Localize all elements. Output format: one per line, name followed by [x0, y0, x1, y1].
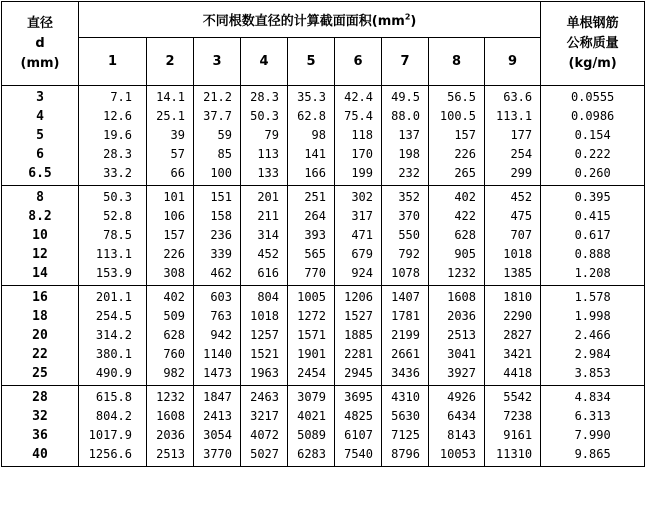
area-value: 615.8 — [95, 390, 132, 404]
area-value: 628 — [163, 328, 185, 342]
mass-cell — [541, 286, 645, 386]
area-value: 8796 — [391, 447, 420, 461]
diameter-value: 6 — [36, 147, 44, 162]
area-value: 1385 — [503, 266, 533, 280]
mass-header-line-2: 公称质量 — [566, 35, 619, 51]
area-value: 1847 — [203, 390, 232, 404]
area-column-cell — [288, 186, 335, 286]
area-value: 3436 — [391, 366, 420, 380]
area-value: 79 — [264, 128, 279, 142]
area-value: 11310 — [496, 447, 533, 461]
area-value: 9161 — [503, 428, 533, 442]
area-value: 35.3 — [297, 90, 326, 104]
area-value: 251 — [304, 190, 326, 204]
mass-cell — [541, 186, 645, 286]
area-value: 170 — [351, 147, 373, 161]
area-value: 616 — [257, 266, 279, 280]
area-value: 4418 — [503, 366, 533, 380]
area-value: 1608 — [156, 409, 185, 423]
area-value: 6283 — [297, 447, 326, 461]
area-column-cell — [288, 386, 335, 467]
area-column-cell — [335, 286, 382, 386]
area-value: 2281 — [344, 347, 373, 361]
area-value: 393 — [304, 228, 326, 242]
area-value: 763 — [210, 309, 232, 323]
area-column-cell — [429, 286, 485, 386]
area-value: 2661 — [391, 347, 420, 361]
area-value: 101 — [163, 190, 185, 204]
area-value: 199 — [351, 166, 373, 180]
area-value: 14.1 — [156, 90, 185, 104]
area-column-cell — [194, 386, 241, 467]
area-value: 5542 — [503, 390, 533, 404]
area-value: 56.5 — [447, 90, 476, 104]
area-value: 1232 — [156, 390, 185, 404]
mass-value: 1.998 — [574, 309, 611, 323]
area-value: 302 — [351, 190, 373, 204]
table-body — [2, 86, 645, 467]
diameter-group-row — [2, 286, 645, 386]
area-value: 509 — [163, 309, 185, 323]
area-value: 4926 — [447, 390, 476, 404]
mass-value: 0.154 — [574, 128, 611, 142]
area-value: 1272 — [297, 309, 326, 323]
area-value: 2199 — [391, 328, 420, 342]
mass-value: 3.853 — [574, 366, 611, 380]
area-value: 452 — [257, 247, 279, 261]
bar-count-header: 9 — [485, 38, 541, 86]
area-column-cell — [194, 286, 241, 386]
area-column-cell — [147, 186, 194, 286]
area-value: 3695 — [344, 390, 373, 404]
diameter-value: 4 — [36, 109, 44, 124]
area-value: 264 — [304, 209, 326, 223]
bar-count-header: 7 — [382, 38, 429, 86]
area-value: 5630 — [391, 409, 420, 423]
diameter-group-row — [2, 386, 645, 467]
area-value: 402 — [454, 190, 476, 204]
bar-count-header: 3 — [194, 38, 241, 86]
area-value: 59 — [217, 128, 232, 142]
area-value: 1901 — [297, 347, 326, 361]
area-value: 370 — [398, 209, 420, 223]
area-value: 3421 — [503, 347, 533, 361]
mass-value: 2.466 — [574, 328, 611, 342]
area-value: 1206 — [344, 290, 373, 304]
area-column-cell — [194, 186, 241, 286]
diameter-header-line-3: (mm) — [20, 55, 60, 71]
diameter-cell — [2, 386, 79, 467]
area-value: 2036 — [447, 309, 476, 323]
diameter-cell — [2, 186, 79, 286]
area-value: 28.3 — [103, 147, 132, 161]
mass-value: 2.984 — [574, 347, 611, 361]
area-value: 1885 — [344, 328, 373, 342]
area-value: 42.4 — [344, 90, 373, 104]
area-value: 1407 — [391, 290, 420, 304]
area-value: 88.0 — [391, 109, 420, 123]
area-value: 4310 — [391, 390, 420, 404]
area-value: 1527 — [344, 309, 373, 323]
area-value: 6107 — [344, 428, 373, 442]
bar-count-header: 1 — [79, 38, 147, 86]
diameter-cell — [2, 86, 79, 186]
diameter-value: 32 — [32, 409, 48, 424]
area-value: 2513 — [156, 447, 185, 461]
area-column-cell — [241, 186, 288, 286]
area-value: 6434 — [447, 409, 476, 423]
area-value: 226 — [163, 247, 185, 261]
area-value: 232 — [398, 166, 420, 180]
area-value: 1521 — [250, 347, 279, 361]
area-value: 2290 — [503, 309, 533, 323]
area-value: 63.6 — [503, 90, 533, 104]
area-column-cell — [485, 186, 541, 286]
area-value: 254.5 — [95, 309, 132, 323]
area-value: 85 — [217, 147, 232, 161]
area-value: 113 — [257, 147, 279, 161]
mass-value: 0.888 — [574, 247, 611, 261]
area-value: 905 — [454, 247, 476, 261]
area-value: 151 — [210, 190, 232, 204]
area-value: 78.5 — [103, 228, 132, 242]
diameter-group-row — [2, 86, 645, 186]
diameter-header-line-2: d — [35, 35, 45, 51]
area-value: 1078 — [391, 266, 420, 280]
diameter-value: 10 — [32, 228, 48, 243]
area-value: 679 — [351, 247, 373, 261]
rebar-area-table — [1, 1, 645, 467]
area-value: 308 — [163, 266, 185, 280]
area-column-cell — [241, 86, 288, 186]
bar-count-header: 6 — [335, 38, 382, 86]
area-value: 113.1 — [95, 247, 132, 261]
area-value: 942 — [210, 328, 232, 342]
mass-value: 0.395 — [574, 190, 611, 204]
area-value: 177 — [510, 128, 533, 142]
area-value: 2463 — [250, 390, 279, 404]
area-value: 5089 — [297, 428, 326, 442]
area-column-cell — [147, 386, 194, 467]
area-column-cell — [485, 286, 541, 386]
area-value: 198 — [398, 147, 420, 161]
area-value: 1005 — [297, 290, 326, 304]
area-value: 352 — [398, 190, 420, 204]
area-value: 49.5 — [391, 90, 420, 104]
area-header-title: 不同根数直径的计算截面面积(mm — [202, 14, 405, 29]
area-column-cell — [288, 286, 335, 386]
area-value: 118 — [351, 128, 373, 142]
area-column-cell — [335, 386, 382, 467]
area-value: 7238 — [503, 409, 533, 423]
area-value: 3041 — [447, 347, 476, 361]
diameter-value: 14 — [32, 266, 48, 281]
diameter-group-row — [2, 186, 645, 286]
area-value: 10053 — [439, 447, 476, 461]
mass-value: 1.208 — [574, 266, 611, 280]
mass-value: 4.834 — [574, 390, 611, 404]
mass-value: 0.260 — [574, 166, 611, 180]
area-header-end: ) — [410, 14, 417, 29]
bar-count-header: 2 — [147, 38, 194, 86]
area-column-cell — [79, 186, 147, 286]
area-column-cell — [335, 186, 382, 286]
diameter-value: 12 — [32, 247, 48, 262]
area-header — [79, 2, 541, 38]
area-value: 62.8 — [297, 109, 326, 123]
area-value: 462 — [210, 266, 232, 280]
diameter-value: 6.5 — [28, 166, 52, 181]
diameter-value: 5 — [36, 128, 44, 143]
diameter-value: 25 — [32, 366, 48, 381]
bar-count-header: 8 — [429, 38, 485, 86]
area-value: 2513 — [447, 328, 476, 342]
area-value: 2454 — [297, 366, 326, 380]
area-value: 299 — [510, 166, 533, 180]
diameter-value: 36 — [32, 428, 48, 443]
area-column-cell — [147, 86, 194, 186]
area-column-cell — [79, 286, 147, 386]
area-column-cell — [382, 186, 429, 286]
area-value: 1810 — [503, 290, 533, 304]
bar-count-header: 4 — [241, 38, 288, 86]
area-value: 804 — [257, 290, 279, 304]
area-value: 565 — [304, 247, 326, 261]
area-value: 157 — [163, 228, 185, 242]
area-value: 7125 — [391, 428, 420, 442]
mass-value: 0.222 — [574, 147, 611, 161]
area-value: 1781 — [391, 309, 420, 323]
area-value: 2945 — [344, 366, 373, 380]
area-value: 2036 — [156, 428, 185, 442]
mass-value: 7.990 — [574, 428, 611, 442]
area-value: 1140 — [203, 347, 232, 361]
area-column-cell — [485, 86, 541, 186]
mass-cell — [541, 86, 645, 186]
area-value: 100 — [210, 166, 232, 180]
area-value: 265 — [454, 166, 476, 180]
area-value: 2827 — [503, 328, 533, 342]
mass-value: 0.0555 — [570, 90, 615, 104]
area-column-cell — [429, 386, 485, 467]
area-value: 57 — [170, 147, 185, 161]
area-value: 314.2 — [95, 328, 132, 342]
diameter-value: 8.2 — [28, 209, 52, 224]
diameter-value: 22 — [32, 347, 48, 362]
area-value: 137 — [398, 128, 420, 142]
area-value: 1018 — [250, 309, 279, 323]
area-value: 3079 — [297, 390, 326, 404]
area-value: 760 — [163, 347, 185, 361]
diameter-value: 3 — [36, 90, 44, 105]
area-value: 3054 — [203, 428, 232, 442]
mass-header-line-1: 单根钢筋 — [566, 15, 619, 31]
area-value: 211 — [257, 209, 279, 223]
area-column-cell — [382, 386, 429, 467]
area-value: 471 — [351, 228, 373, 242]
area-value: 1232 — [447, 266, 476, 280]
area-value: 1571 — [297, 328, 326, 342]
area-value: 25.1 — [156, 109, 185, 123]
diameter-value: 40 — [32, 447, 48, 462]
diameter-value: 20 — [32, 328, 48, 343]
area-value: 28.3 — [250, 90, 279, 104]
area-value: 66 — [170, 166, 185, 180]
area-value: 5027 — [250, 447, 279, 461]
area-value: 226 — [454, 147, 476, 161]
diameter-header — [2, 2, 79, 86]
area-column-cell — [382, 86, 429, 186]
area-value: 770 — [304, 266, 326, 280]
area-value: 422 — [454, 209, 476, 223]
area-value: 158 — [210, 209, 232, 223]
area-value: 1608 — [447, 290, 476, 304]
area-value: 317 — [351, 209, 373, 223]
area-value: 37.7 — [203, 109, 232, 123]
area-column-cell — [241, 386, 288, 467]
area-value: 75.4 — [344, 109, 373, 123]
mass-cell — [541, 386, 645, 467]
area-value: 339 — [210, 247, 232, 261]
area-value: 100.5 — [439, 109, 476, 123]
area-value: 490.9 — [95, 366, 132, 380]
area-value: 924 — [351, 266, 373, 280]
area-header-sup: 2 — [404, 12, 411, 22]
area-value: 12.6 — [103, 109, 132, 123]
area-value: 1256.6 — [88, 447, 132, 461]
area-value: 166 — [304, 166, 326, 180]
area-value: 19.6 — [103, 128, 132, 142]
area-value: 254 — [510, 147, 533, 161]
area-value: 7540 — [344, 447, 373, 461]
area-value: 3217 — [250, 409, 279, 423]
area-value: 201.1 — [95, 290, 132, 304]
area-value: 1257 — [250, 328, 279, 342]
bar-count-header: 5 — [288, 38, 335, 86]
area-column-cell — [429, 86, 485, 186]
area-value: 8143 — [447, 428, 476, 442]
area-value: 3770 — [203, 447, 232, 461]
diameter-value: 16 — [32, 290, 48, 305]
area-value: 201 — [257, 190, 279, 204]
area-value: 236 — [210, 228, 232, 242]
area-value: 106 — [163, 209, 185, 223]
area-value: 550 — [398, 228, 420, 242]
area-column-cell — [382, 286, 429, 386]
area-value: 603 — [210, 290, 232, 304]
area-value: 141 — [304, 147, 326, 161]
mass-value: 6.313 — [574, 409, 611, 423]
area-value: 982 — [163, 366, 185, 380]
area-column-cell — [335, 86, 382, 186]
area-column-cell — [429, 186, 485, 286]
area-value: 792 — [398, 247, 420, 261]
mass-value: 9.865 — [574, 447, 611, 461]
area-value: 3927 — [447, 366, 476, 380]
mass-value: 0.415 — [574, 209, 611, 223]
area-value: 4021 — [297, 409, 326, 423]
diameter-value: 8 — [36, 190, 44, 205]
area-value: 98 — [311, 128, 326, 142]
area-value: 452 — [510, 190, 533, 204]
area-column-cell — [288, 86, 335, 186]
area-value: 21.2 — [203, 90, 232, 104]
diameter-value: 28 — [32, 390, 48, 405]
mass-header-line-3: (kg/m) — [568, 55, 617, 71]
area-value: 7.1 — [110, 90, 132, 104]
area-value: 50.3 — [250, 109, 279, 123]
area-value: 153.9 — [95, 266, 132, 280]
area-column-cell — [485, 386, 541, 467]
area-value: 50.3 — [103, 190, 132, 204]
area-value: 804.2 — [95, 409, 132, 423]
area-column-cell — [79, 386, 147, 467]
area-value: 2413 — [203, 409, 232, 423]
area-value: 314 — [257, 228, 279, 242]
area-value: 1473 — [203, 366, 232, 380]
area-value: 4072 — [250, 428, 279, 442]
diameter-value: 18 — [32, 309, 48, 324]
area-value: 1963 — [250, 366, 279, 380]
mass-value: 0.0986 — [570, 109, 615, 123]
mass-value: 1.578 — [574, 290, 611, 304]
area-column-cell — [241, 286, 288, 386]
diameter-header-line-1: 直径 — [26, 15, 53, 31]
area-value: 33.2 — [103, 166, 132, 180]
area-value: 380.1 — [95, 347, 132, 361]
mass-header — [541, 2, 645, 86]
area-value: 4825 — [344, 409, 373, 423]
area-column-cell — [79, 86, 147, 186]
area-column-cell — [147, 286, 194, 386]
area-value: 402 — [163, 290, 185, 304]
area-value: 475 — [510, 209, 533, 223]
area-value: 157 — [454, 128, 476, 142]
area-value: 113.1 — [496, 109, 533, 123]
mass-value: 0.617 — [574, 228, 611, 242]
area-value: 628 — [454, 228, 476, 242]
area-column-cell — [194, 86, 241, 186]
area-value: 1018 — [503, 247, 533, 261]
area-value: 1017.9 — [88, 428, 132, 442]
area-value: 39 — [170, 128, 185, 142]
diameter-cell — [2, 286, 79, 386]
area-value: 133 — [257, 166, 279, 180]
area-value: 52.8 — [103, 209, 132, 223]
area-value: 707 — [510, 228, 533, 242]
